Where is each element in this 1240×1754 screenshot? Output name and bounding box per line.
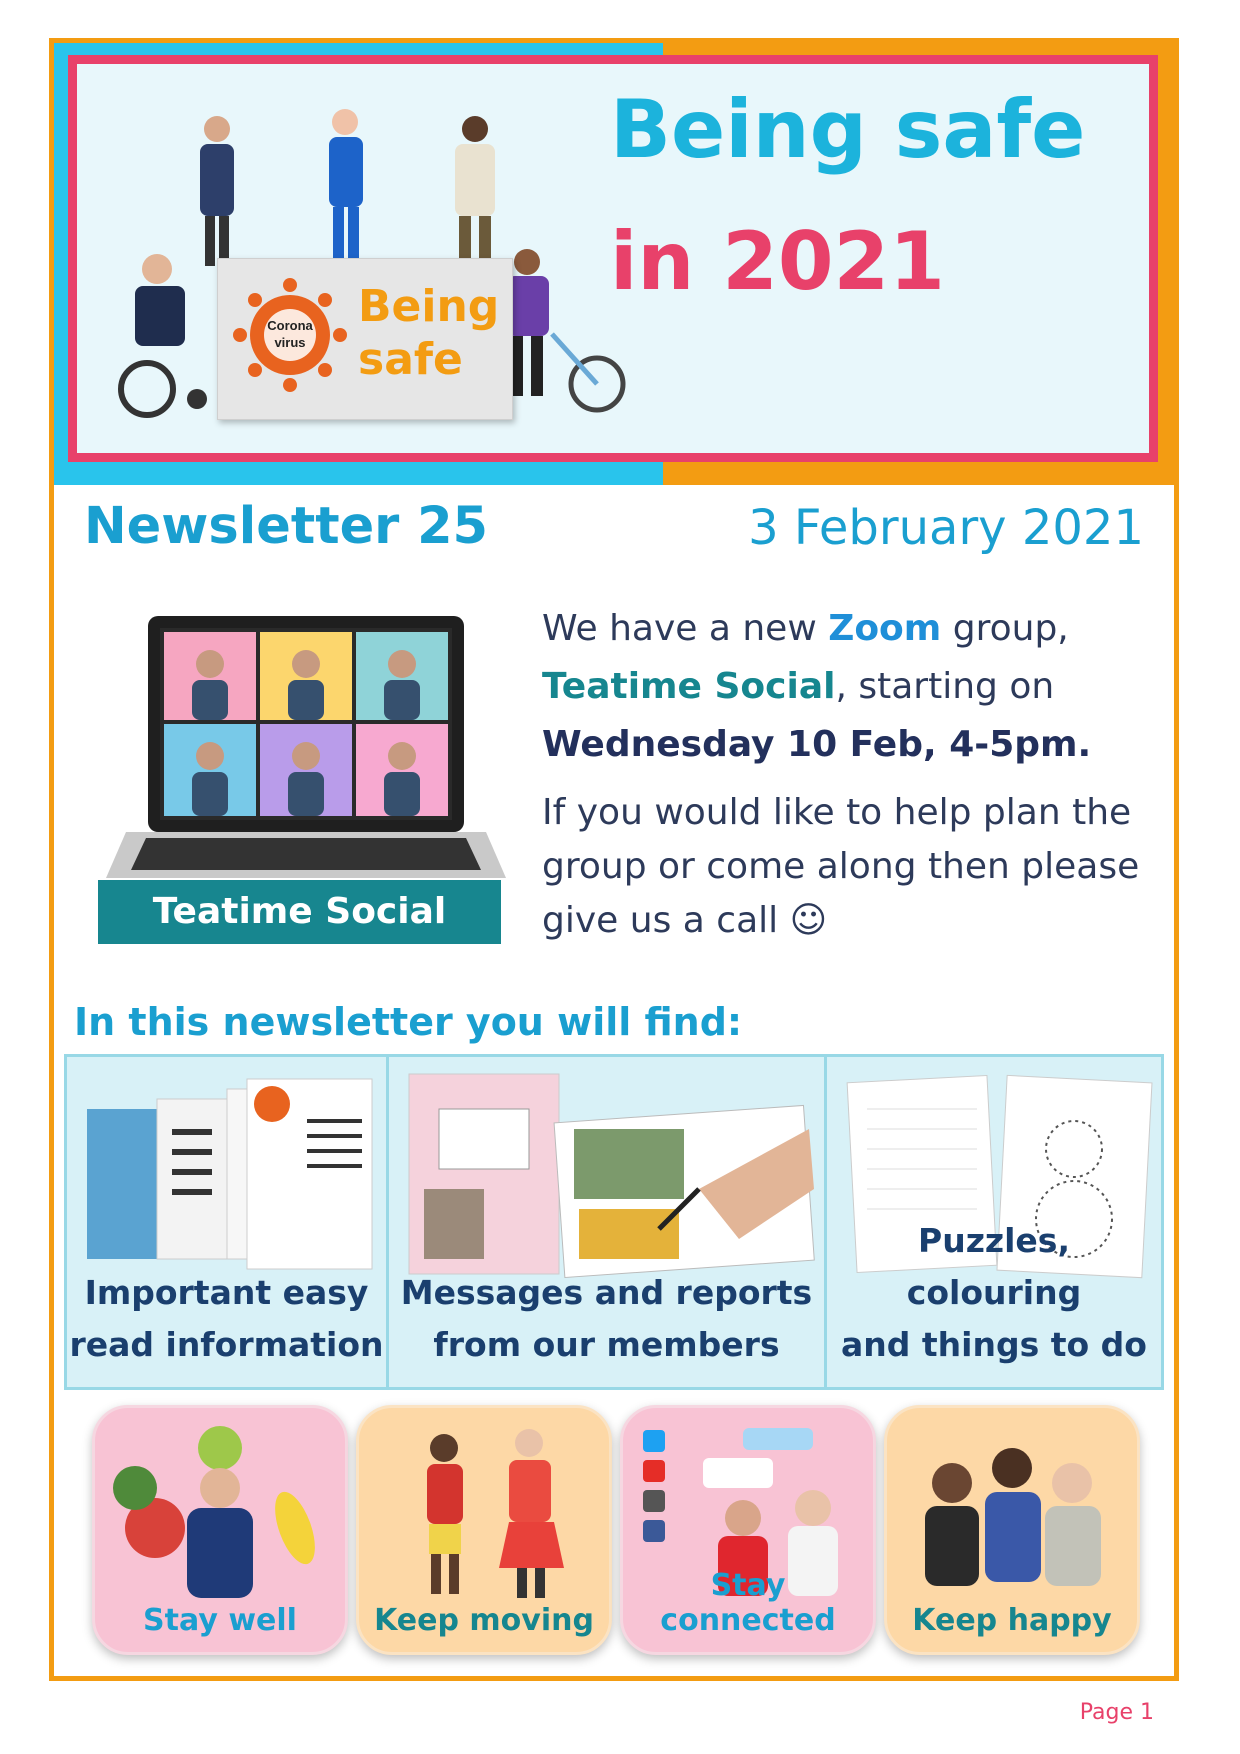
people-exercising-icon xyxy=(359,1408,609,1608)
contents-label xyxy=(827,1215,1161,1371)
contents-heading: In this newsletter you will find: xyxy=(74,1000,743,1044)
healthy-food-icon xyxy=(95,1408,345,1608)
contents-item-easy-read xyxy=(67,1057,389,1387)
laptop-video-call-icon xyxy=(106,616,506,896)
announcement-text: group, xyxy=(941,608,1069,649)
page-number: Page 1 xyxy=(1079,1700,1154,1725)
contents-item-messages xyxy=(389,1057,827,1387)
tile-keep-happy xyxy=(884,1405,1140,1655)
message-board-icon xyxy=(399,1069,819,1279)
contents-label xyxy=(389,1267,824,1371)
contents-label-line: from our members xyxy=(433,1325,780,1364)
tile-label: Keep moving xyxy=(374,1603,594,1638)
easy-read-leaflet-icon xyxy=(77,1069,377,1279)
call-invitation: If you would like to help plan the group or come along then please give us a call ☺ xyxy=(542,792,1140,941)
contents-item-puzzles xyxy=(827,1057,1161,1387)
contents-label xyxy=(67,1267,386,1371)
contents-label-line: and things to do xyxy=(841,1325,1147,1364)
tile-stay-connected xyxy=(620,1405,876,1655)
newsletter-number: Newsletter 25 xyxy=(84,497,489,556)
contents-label-line: read information xyxy=(69,1325,384,1364)
happy-people-icon xyxy=(887,1408,1137,1608)
teatime-highlight: Teatime Social xyxy=(542,666,836,707)
svg-text:virus: virus xyxy=(274,335,306,350)
page-title-line2: in 2021 xyxy=(610,215,945,308)
theme-tiles xyxy=(92,1405,1142,1651)
sign-text-line2: safe xyxy=(358,333,463,385)
tile-label: Stay connected xyxy=(660,1568,836,1638)
zoom-highlight: Zoom xyxy=(828,608,942,649)
announcement-text: , starting on xyxy=(835,666,1055,707)
newsletter-date: 3 February 2021 xyxy=(748,500,1144,556)
contents-label-line: Puzzles, colouring xyxy=(906,1221,1082,1312)
teatime-social-label: Teatime Social xyxy=(98,880,501,944)
page-title-line1: Being safe xyxy=(610,83,1086,176)
sign-text-line1: Being xyxy=(358,281,500,332)
tile-label: Stay well xyxy=(143,1603,297,1638)
meeting-time: Wednesday 10 Feb, 4-5pm. xyxy=(542,724,1092,765)
announcement-paragraph xyxy=(542,600,1172,774)
contents-label-line: Important easy xyxy=(84,1273,369,1312)
contents-label-line: Messages and reports xyxy=(400,1273,813,1312)
contents-grid xyxy=(64,1054,1164,1390)
tile-stay-well xyxy=(92,1405,348,1655)
tile-keep-moving xyxy=(356,1405,612,1655)
announcement-text: We have a new xyxy=(542,608,829,649)
svg-text:Corona: Corona xyxy=(267,318,313,333)
tile-label: Keep happy xyxy=(912,1603,1112,1638)
zoom-group-announcement xyxy=(542,600,1172,948)
